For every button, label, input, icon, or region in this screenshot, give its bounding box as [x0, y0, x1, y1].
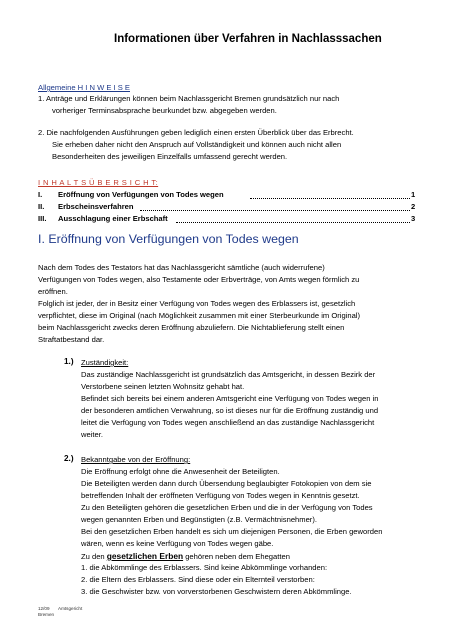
footer-code: 12/09	[38, 606, 50, 611]
toc-item-page: 3	[411, 214, 416, 223]
toc-dot-leader	[176, 222, 410, 223]
toc-item-page: 2	[411, 202, 416, 211]
page-title: Informationen über Verfahren in Nachlasssachen	[114, 33, 382, 45]
body-text: eröffnen.	[38, 287, 68, 296]
body-text: wären, wenn es keine Verfügung von Todes wegen gäbe.	[81, 539, 274, 548]
subsection-number: 1.)	[64, 357, 74, 366]
body-text: betreffenden Inhalt der eröffneten Verfügung von Todes wegen in Kenntnis gesetzt.	[81, 491, 360, 500]
body-text: Das zuständige Nachlassgericht ist grundsätzlich das Amtsgericht, in dessen Bezirk der	[81, 370, 376, 379]
body-text: Bei den gesetzlichen Erben handelt es sich um diejenigen Personen, die Erben geworden	[81, 527, 383, 536]
section-heading: I. Eröffnung von Verfügungen von Todes wegen	[38, 232, 299, 246]
subsection-number: 2.)	[64, 454, 74, 463]
erben-prefix: Zu den	[81, 552, 107, 561]
hinweis-2-line-1: 2. Die nachfolgenden Ausführungen geben lediglich einen ersten Überblick über das Erbrecht.	[38, 128, 354, 137]
hinweis-2-line-2: Sie erheben daher nicht den Anspruch auf Vollständigkeit und können auch nicht allen	[52, 140, 342, 149]
toc-item-number: I.	[38, 190, 43, 199]
toc-item-number: II.	[38, 202, 45, 211]
hinweise-heading: Allgemeine H I N W E I S E	[38, 83, 130, 92]
toc-item-label: Erbscheinsverfahren	[58, 202, 134, 211]
footer-org: Amtsgericht	[58, 606, 83, 611]
toc-dot-leader	[250, 198, 410, 199]
erben-suffix: gehören neben dem Ehegatten	[183, 552, 290, 561]
toc-item-page: 1	[411, 190, 416, 199]
body-text: Nach dem Todes des Testators hat das Nachlassgericht sämtliche (auch widerrufene)	[38, 263, 325, 272]
body-text: der besonderen amtlichen Verwahrung, so ist dieses nur für die Eröffnung zuständig und	[81, 406, 379, 415]
body-text: Straftatbestand dar.	[38, 335, 105, 344]
list-item: 3. die Geschwister bzw. von vorverstorbenen Geschwistern deren Abkömmlinge.	[81, 587, 352, 596]
toc-dot-leader	[140, 210, 410, 211]
body-text: verpflichtet, diese im Original (nach Möglichkeit zusammen mit einer Sterbeurkunde im Original)	[38, 311, 361, 320]
toc-item-label: Ausschlagung einer Erbschaft	[58, 214, 168, 223]
body-text: Verfügungen von Todes wegen, also Testamente oder Erbverträge, von Amts wegen förmlich zu	[38, 275, 360, 284]
hinweis-2-line-3: Besonderheiten des jeweiligen Einzelfalls umfassend gerecht werden.	[52, 152, 288, 161]
body-text: Zu den Beteiligten gehören die gesetzlichen Erben und die in der Verfügung von Todes	[81, 503, 373, 512]
hinweis-1-line-2: vorheriger Terminsabsprache beurkundet bzw. abgegeben werden.	[52, 106, 277, 115]
subsection-heading: Bekanntgabe von der Eröffnung:	[81, 455, 191, 464]
body-text: beim Nachlassgericht zwecks deren Eröffnung abzuliefern. Die Nichtablieferung stellt einen	[38, 323, 345, 332]
body-text: Verstorbene seinen letzten Wohnsitz gehabt hat.	[81, 382, 245, 391]
body-text: Befindet sich bereits bei einem anderen Amtsgericht eine Verfügung von Todes wegen in	[81, 394, 379, 403]
body-text: Die Eröffnung erfolgt ohne die Anwesenheit der Beteiligten.	[81, 467, 280, 476]
erben-emphasis: gesetzlichen Erben	[106, 551, 184, 561]
toc-heading: I N H A L T S Ü B E R S I C H T:	[38, 178, 159, 187]
toc-item-label: Eröffnung von Verfügungen von Todes wegen	[58, 190, 224, 199]
subsection-heading: Zuständigkeit:	[81, 358, 129, 367]
footer-place: Bremen	[38, 612, 55, 617]
body-text: Die Beteiligten werden dann durch Übersendung beglaubigter Fotokopien von dem sie	[81, 479, 372, 488]
body-text: Folglich ist jeder, der in Besitz einer Verfügung von Todes wegen des Erblassers ist, gesetzlich	[38, 299, 356, 308]
body-text: wegen genannten Erben und Begünstigten (z.B. Vermächtnisnehmer).	[81, 515, 317, 524]
body-text: weiter.	[81, 430, 103, 439]
body-text: leitet die Verfügung von Todes wegen anschließend an das zuständige Nachlassgericht	[81, 418, 375, 427]
toc-item-number: III.	[38, 214, 47, 223]
hinweis-1-line-1: 1. Anträge und Erklärungen können beim Nachlassgericht Bremen grundsätzlich nur nach	[38, 94, 340, 103]
list-item: 2. die Eltern des Erblassers. Sind diese oder ein Elternteil verstorben:	[81, 575, 315, 584]
list-item: 1. die Abkömmlinge des Erblassers. Sind keine Abkömmlinge vorhanden:	[81, 563, 328, 572]
